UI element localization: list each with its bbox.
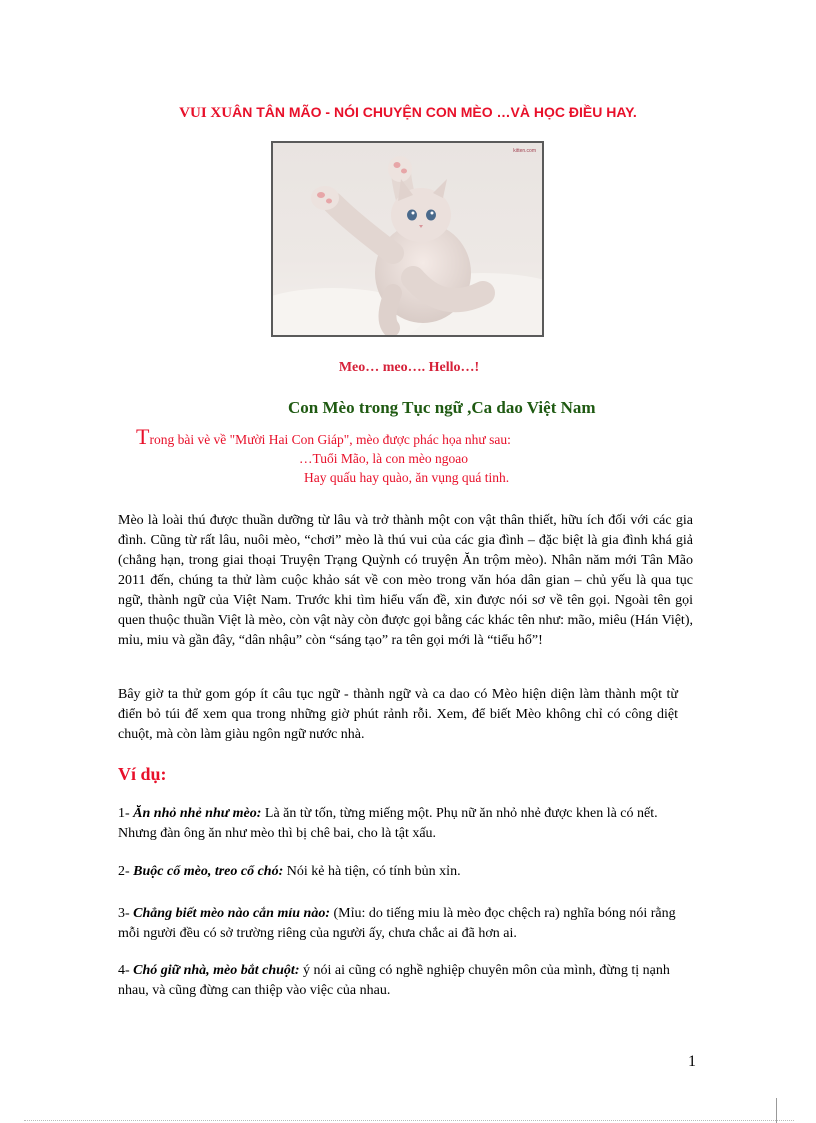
photo-caption: Meo… meo…. Hello…! <box>338 360 480 375</box>
paragraph-collection: Bây giờ ta thử gom góp ít câu tục ngữ - thành ngữ và ca dao có Mèo hiện diện làm thành một từ điển bỏ túi để xem qua trong những giờ phút rảnh rỗi. Xem, để biết Mèo không chỉ có công diệt chuột, mà còn làm giàu ngôn ngữ nước nhà. <box>118 687 678 742</box>
example-number: 2- <box>118 864 134 879</box>
example-number: 3- <box>118 906 134 921</box>
paragraph-intro: Mèo là loài thú được thuần dưỡng từ lâu và trở thành một con vật thân thiết, hữu ích đối với các gia đình. Cũng từ rất lâu, nuôi mèo, “chơi” mèo là thú vui của các gia đình – đặc biệt là gia đình khá giả (chẳng hạn, trong giai thoại Truyện Trạng Quỳnh có truyện Ăn trộm mèo). Nhân năm mới Tân Mão 2011 đến, chúng ta thử làm cuộc khảo sát về con mèo trong văn hóa dân gian – chủ yếu là qua tục ngữ, thành ngữ của Việt Nam. Trước khi tìm hiểu vấn đề, xin được nói sơ về tên gọi. Ngoài tên gọi quen thuộc thuần Việt là mèo, còn vật này còn được gọi bằng các khác tên như: mão, miêu (Hán Việt), mỉu, miu và gần đây, “dân nhậu” còn “sáng tạo” ra tên gọi mới là “tiểu hổ”! <box>118 513 693 648</box>
poem-line-3: Hay quấu hay quào, ăn vụng quá tinh. <box>304 470 510 485</box>
example-text: ý nói ai cũng có nghề nghiệp chuyên môn của mình, đừng tị nạnh nhau, và cũng đừng can thiệp vào việc của nhau. <box>118 963 670 998</box>
page-bottom-border <box>24 1120 794 1121</box>
title-prefix: VUI XU <box>179 105 233 121</box>
example-phrase: Chẳng biết mèo nào cắn mỉu nào: <box>133 906 330 921</box>
photo-watermark: kitten.com <box>513 148 536 154</box>
example-phrase: Buộc cổ mèo, treo cổ chó: <box>133 864 284 879</box>
example-item <box>118 862 698 882</box>
drop-cap: T <box>136 424 150 449</box>
examples-heading: Ví dụ: <box>118 764 167 784</box>
example-number: 4- <box>118 963 134 978</box>
example-text: Nói kẻ hà tiện, có tính bủn xỉn. <box>283 864 461 879</box>
page-number: 1 <box>688 1053 696 1070</box>
poem-line-2: …Tuổi Mão, là con mèo ngoao <box>299 451 468 466</box>
example-phrase: Chó giữ nhà, mèo bắt chuột: <box>133 963 300 978</box>
example-text: Là ăn từ tốn, từng miếng một. Phụ nữ ăn nhỏ nhẻ được khen là có nết. Nhưng đàn ông ăn như mèo thì bị chê bai, cho là tật xấu. <box>118 806 658 841</box>
example-phrase: Ăn nhỏ nhẻ như mèo: <box>133 806 262 821</box>
kitten-photo <box>271 141 544 337</box>
example-number: 1- <box>118 806 134 821</box>
example-item <box>118 961 698 1001</box>
example-item <box>118 904 698 944</box>
poem-line-1 <box>136 424 511 450</box>
document-title <box>0 104 816 122</box>
example-item <box>118 804 698 844</box>
title-main: ÂN TÂN MÃO - NÓI CHUYỆN CON MÈO …VÀ HỌC ĐIỀU HAY. <box>232 104 637 120</box>
kitten-illustration <box>273 143 542 335</box>
section-heading: Con Mèo trong Tục ngữ ,Ca dao Việt Nam <box>288 398 596 417</box>
poem-line-1-text: rong bài vè về "Mười Hai Con Giáp", mèo được phác họa như sau: <box>149 432 511 447</box>
example-text: (Mỉu: do tiếng miu là mèo đọc chệch ra) nghĩa bóng nói rằng mỗi người đều có sở trường riêng của người ấy, chưa chắc ai đã hơn ai. <box>118 906 676 941</box>
